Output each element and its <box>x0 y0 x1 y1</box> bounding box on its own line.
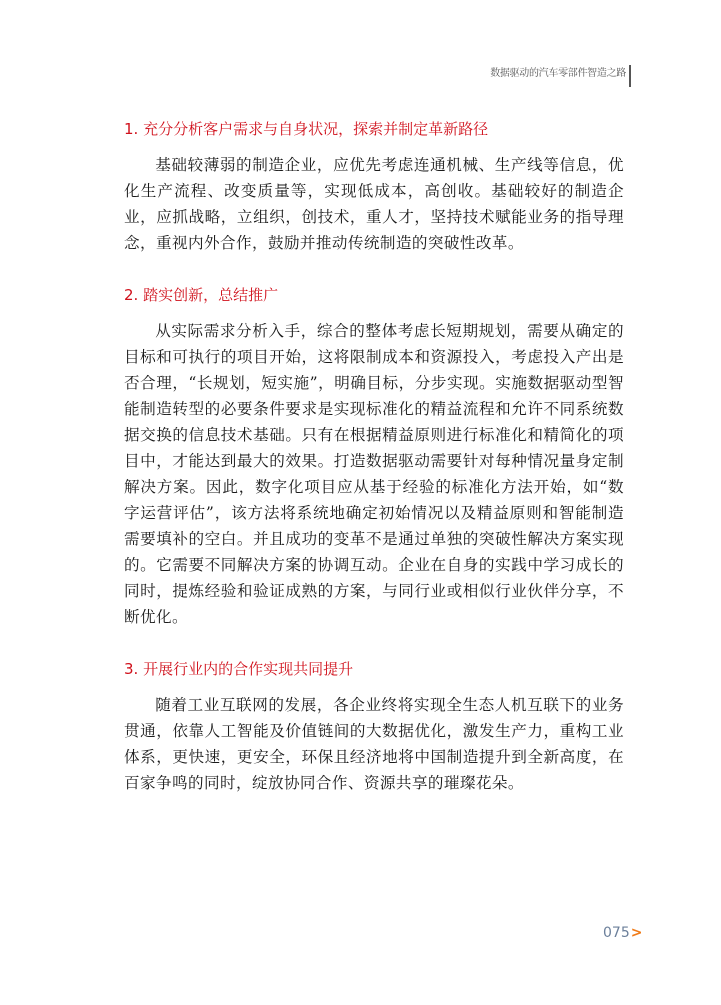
page-number <box>603 925 642 941</box>
section-1 <box>124 118 624 256</box>
section-heading: 1. 充分分析客户需求与自身状况，探索并制定革新路径 <box>124 120 489 138</box>
section-paragraph: 从实际需求分析入手，综合的整体考虑长短期规划，需要从确定的目标和可执行的项目开始，这将限制成本和资源投入，考虑投入产出是否合理，“长规划，短实施”，明确目标，分步实现。实施数据驱动型智能制造转型的必要条件要求是实现标准化的精益流程和允许不同系统数据交换的信息技术基础。只有在根据精益原则进行标准化和精简化的项目中，才能达到最大的效果。打造数据驱动需要针对每种情况量身定制解决方案。因此，数字化项目应从基于经验的标准化方法开始，如“数字运营评估”，该方法将系统地确定初始情况以及精益原则和智能制造需要填补的空白。并且成功的变革不是通过单独的突破性解决方案实现的。它需要不同解决方案的协调互动。企业在自身的实践中学习成长的同时，提炼经验和验证成熟的方案，与同行业或相似行业伙伴分享，不断优化。 <box>124 322 624 626</box>
next-page-arrow-icon: > <box>630 925 643 941</box>
page-number-value: 075 <box>603 925 630 941</box>
section-heading: 3. 开展行业内的合作实现共同提升 <box>124 660 354 678</box>
header-divider <box>629 65 631 87</box>
section-paragraph: 随着工业互联网的发展，各企业终将实现全生态人机互联下的业务贯通，依靠人工智能及价值链间的大数据优化，激发生产力，重构工业体系，更快速，更安全，环保且经济地将中国制造提升到全新高度，在百家争鸣的同时，绽放协同合作、资源共享的璀璨花朵。 <box>124 696 624 792</box>
page-content <box>124 118 624 824</box>
section-heading: 2. 踏实创新，总结推广 <box>124 286 279 304</box>
running-header-title: 数据驱动的汽车零部件智造之路 <box>490 68 626 79</box>
section-2 <box>124 284 624 630</box>
section-paragraph: 基础较薄弱的制造企业，应优先考虑连通机械、生产线等信息，优化生产流程、改变质量等，实现低成本，高创收。基础较好的制造企业，应抓战略，立组织，创技术，重人才，坚持技术赋能业务的指导理念，重视内外合作，鼓励并推动传统制造的突破性改革。 <box>124 156 624 252</box>
section-3 <box>124 658 624 796</box>
